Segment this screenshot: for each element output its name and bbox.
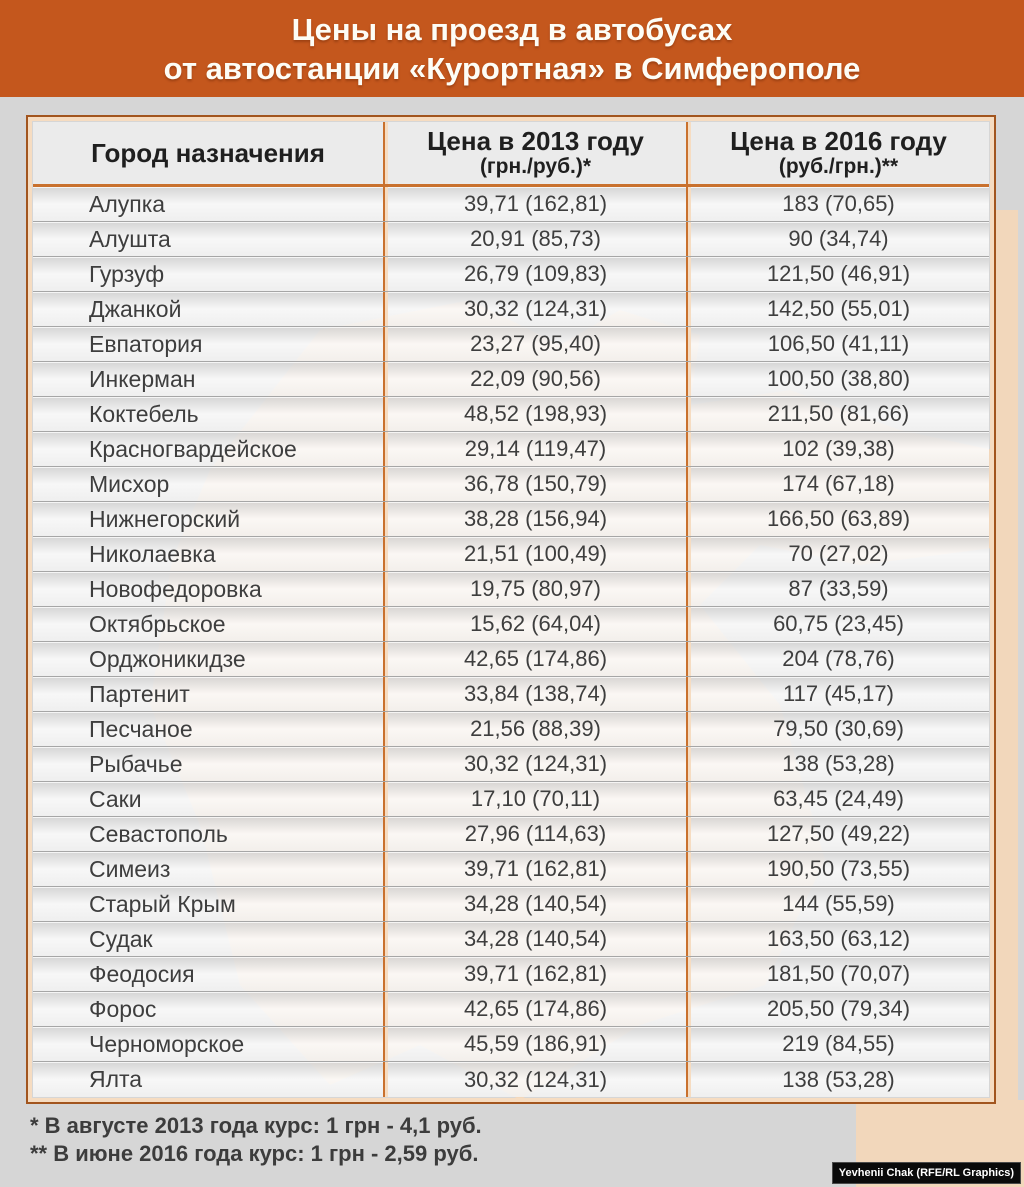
city-cell: Нижнегорский <box>89 505 241 532</box>
credit-badge: Yevhenii Chak (RFE/RL Graphics) <box>832 1162 1021 1184</box>
table-row <box>33 747 989 782</box>
price-2016-cell: 102 (39,38) <box>686 432 989 466</box>
price-2013-cell: 30,32 (124,31) <box>383 1062 686 1097</box>
price-2013-cell: 39,71 (162,81) <box>383 852 686 886</box>
table-row <box>33 362 989 397</box>
price-2016-cell: 70 (27,02) <box>686 537 989 571</box>
city-cell: Ялта <box>89 1066 143 1092</box>
table-row <box>33 817 989 852</box>
price-2016-cell: 87 (33,59) <box>686 572 989 606</box>
title-band <box>0 0 1024 97</box>
price-2016-cell: 117 (45,17) <box>686 677 989 711</box>
price-2016-cell: 142,50 (55,01) <box>686 292 989 326</box>
table-header <box>33 122 989 187</box>
price-2016-cell: 60,75 (23,45) <box>686 607 989 641</box>
price-2013-cell: 30,32 (124,31) <box>383 292 686 326</box>
price-2013-cell: 17,10 (70,11) <box>383 782 686 816</box>
city-cell: Николаевка <box>89 540 216 567</box>
table-row <box>33 642 989 677</box>
price-2016-cell: 63,45 (24,49) <box>686 782 989 816</box>
city-cell: Мисхор <box>89 470 170 497</box>
price-2013-cell: 27,96 (114,63) <box>383 817 686 851</box>
table-row <box>33 607 989 642</box>
price-2013-cell: 15,62 (64,04) <box>383 607 686 641</box>
table-row <box>33 327 989 362</box>
price-2013-cell: 36,78 (150,79) <box>383 467 686 501</box>
table-row <box>33 397 989 432</box>
price-2013-cell: 29,14 (119,47) <box>383 432 686 466</box>
city-cell: Новофедоровка <box>89 575 262 602</box>
city-cell: Гурзуф <box>89 260 165 287</box>
price-2016-cell: 211,50 (81,66) <box>686 397 989 431</box>
price-2013-cell: 34,28 (140,54) <box>383 922 686 956</box>
city-cell: Октябрьское <box>89 610 226 637</box>
city-cell: Рыбачье <box>89 750 183 777</box>
city-cell: Красногвардейское <box>89 435 297 462</box>
price-2013-cell: 21,56 (88,39) <box>383 712 686 746</box>
page-title-line2: от автостанции «Курортная» в Симферополе <box>163 50 861 86</box>
price-2013-cell: 21,51 (100,49) <box>383 537 686 571</box>
table-row <box>33 1027 989 1062</box>
price-2013-cell: 33,84 (138,74) <box>383 677 686 711</box>
bus-fare-table <box>26 115 996 1104</box>
price-2013-cell: 39,71 (162,81) <box>383 187 686 221</box>
city-cell: Судак <box>89 925 153 952</box>
city-cell: Алупка <box>89 190 166 217</box>
table-body <box>33 187 989 1097</box>
table-row <box>33 467 989 502</box>
table-row <box>33 712 989 747</box>
price-2013-cell: 23,27 (95,40) <box>383 327 686 361</box>
table-row <box>33 887 989 922</box>
table-row <box>33 292 989 327</box>
city-cell: Симеиз <box>89 855 171 882</box>
price-2016-cell: 144 (55,59) <box>686 887 989 921</box>
price-2013-cell: 22,09 (90,56) <box>383 362 686 396</box>
price-2013-cell: 39,71 (162,81) <box>383 957 686 991</box>
city-cell: Форос <box>89 995 157 1022</box>
price-2016-cell: 166,50 (63,89) <box>686 502 989 536</box>
header-price-2013-sub: (грн./руб.)* <box>479 155 592 178</box>
page-title-line1: Цены на проезд в автобусах <box>291 11 733 47</box>
price-2016-cell: 163,50 (63,12) <box>686 922 989 956</box>
price-2013-cell: 48,52 (198,93) <box>383 397 686 431</box>
table-row <box>33 992 989 1027</box>
city-cell: Черноморское <box>89 1030 245 1057</box>
price-2016-cell: 174 (67,18) <box>686 467 989 501</box>
table-row <box>33 502 989 537</box>
header-price-2016-sub: (руб./грн.)** <box>778 155 899 178</box>
price-2016-cell: 181,50 (70,07) <box>686 957 989 991</box>
table-row <box>33 922 989 957</box>
city-cell: Джанкой <box>89 295 182 322</box>
price-2013-cell: 26,79 (109,83) <box>383 257 686 291</box>
price-2013-cell: 38,28 (156,94) <box>383 502 686 536</box>
table-row <box>33 572 989 607</box>
price-2013-cell: 34,28 (140,54) <box>383 887 686 921</box>
city-cell: Феодосия <box>89 960 195 987</box>
table-row <box>33 677 989 712</box>
table-row <box>33 1062 989 1097</box>
table-row <box>33 222 989 257</box>
city-cell: Севастополь <box>89 820 228 847</box>
city-cell: Саки <box>89 785 142 812</box>
city-cell: Песчаное <box>89 715 193 742</box>
header-price-2013: Цена в 2013 году (грн./руб.)* <box>383 122 686 184</box>
price-2013-cell: 19,75 (80,97) <box>383 572 686 606</box>
price-2016-cell: 106,50 (41,11) <box>686 327 989 361</box>
price-2016-cell: 138 (53,28) <box>686 1062 989 1097</box>
footnote-2013: * В августе 2013 года курс: 1 грн - 4,1 руб. <box>30 1113 482 1138</box>
price-2013-cell: 42,65 (174,86) <box>383 642 686 676</box>
city-cell: Евпатория <box>89 330 203 357</box>
city-cell: Коктебель <box>89 400 199 427</box>
city-cell: Инкерман <box>89 365 196 392</box>
city-cell: Алушта <box>89 225 171 252</box>
table-row <box>33 957 989 992</box>
city-cell: Старый Крым <box>89 890 236 917</box>
price-2016-cell: 183 (70,65) <box>686 187 989 221</box>
footnotes <box>30 1112 482 1168</box>
city-cell: Орджоникидзе <box>89 645 246 672</box>
price-2016-cell: 121,50 (46,91) <box>686 257 989 291</box>
price-2016-cell: 79,50 (30,69) <box>686 712 989 746</box>
table-row <box>33 852 989 887</box>
city-cell: Партенит <box>89 680 190 707</box>
header-price-2016: Цена в 2016 году (руб./грн.)** <box>686 122 989 184</box>
price-2016-cell: 219 (84,55) <box>686 1027 989 1061</box>
table-row <box>33 782 989 817</box>
table-row <box>33 432 989 467</box>
price-2013-cell: 20,91 (85,73) <box>383 222 686 256</box>
price-2016-cell: 190,50 (73,55) <box>686 852 989 886</box>
price-2016-cell: 127,50 (49,22) <box>686 817 989 851</box>
header-city: Город назначения <box>91 137 325 168</box>
table-row <box>33 537 989 572</box>
footnote-2016: ** В июне 2016 года курс: 1 грн - 2,59 руб. <box>30 1141 479 1166</box>
price-2016-cell: 138 (53,28) <box>686 747 989 781</box>
price-2016-cell: 100,50 (38,80) <box>686 362 989 396</box>
table-row <box>33 187 989 222</box>
table-row <box>33 257 989 292</box>
price-2013-cell: 42,65 (174,86) <box>383 992 686 1026</box>
price-2013-cell: 45,59 (186,91) <box>383 1027 686 1061</box>
price-2013-cell: 30,32 (124,31) <box>383 747 686 781</box>
price-2016-cell: 204 (78,76) <box>686 642 989 676</box>
price-2016-cell: 90 (34,74) <box>686 222 989 256</box>
price-2016-cell: 205,50 (79,34) <box>686 992 989 1026</box>
